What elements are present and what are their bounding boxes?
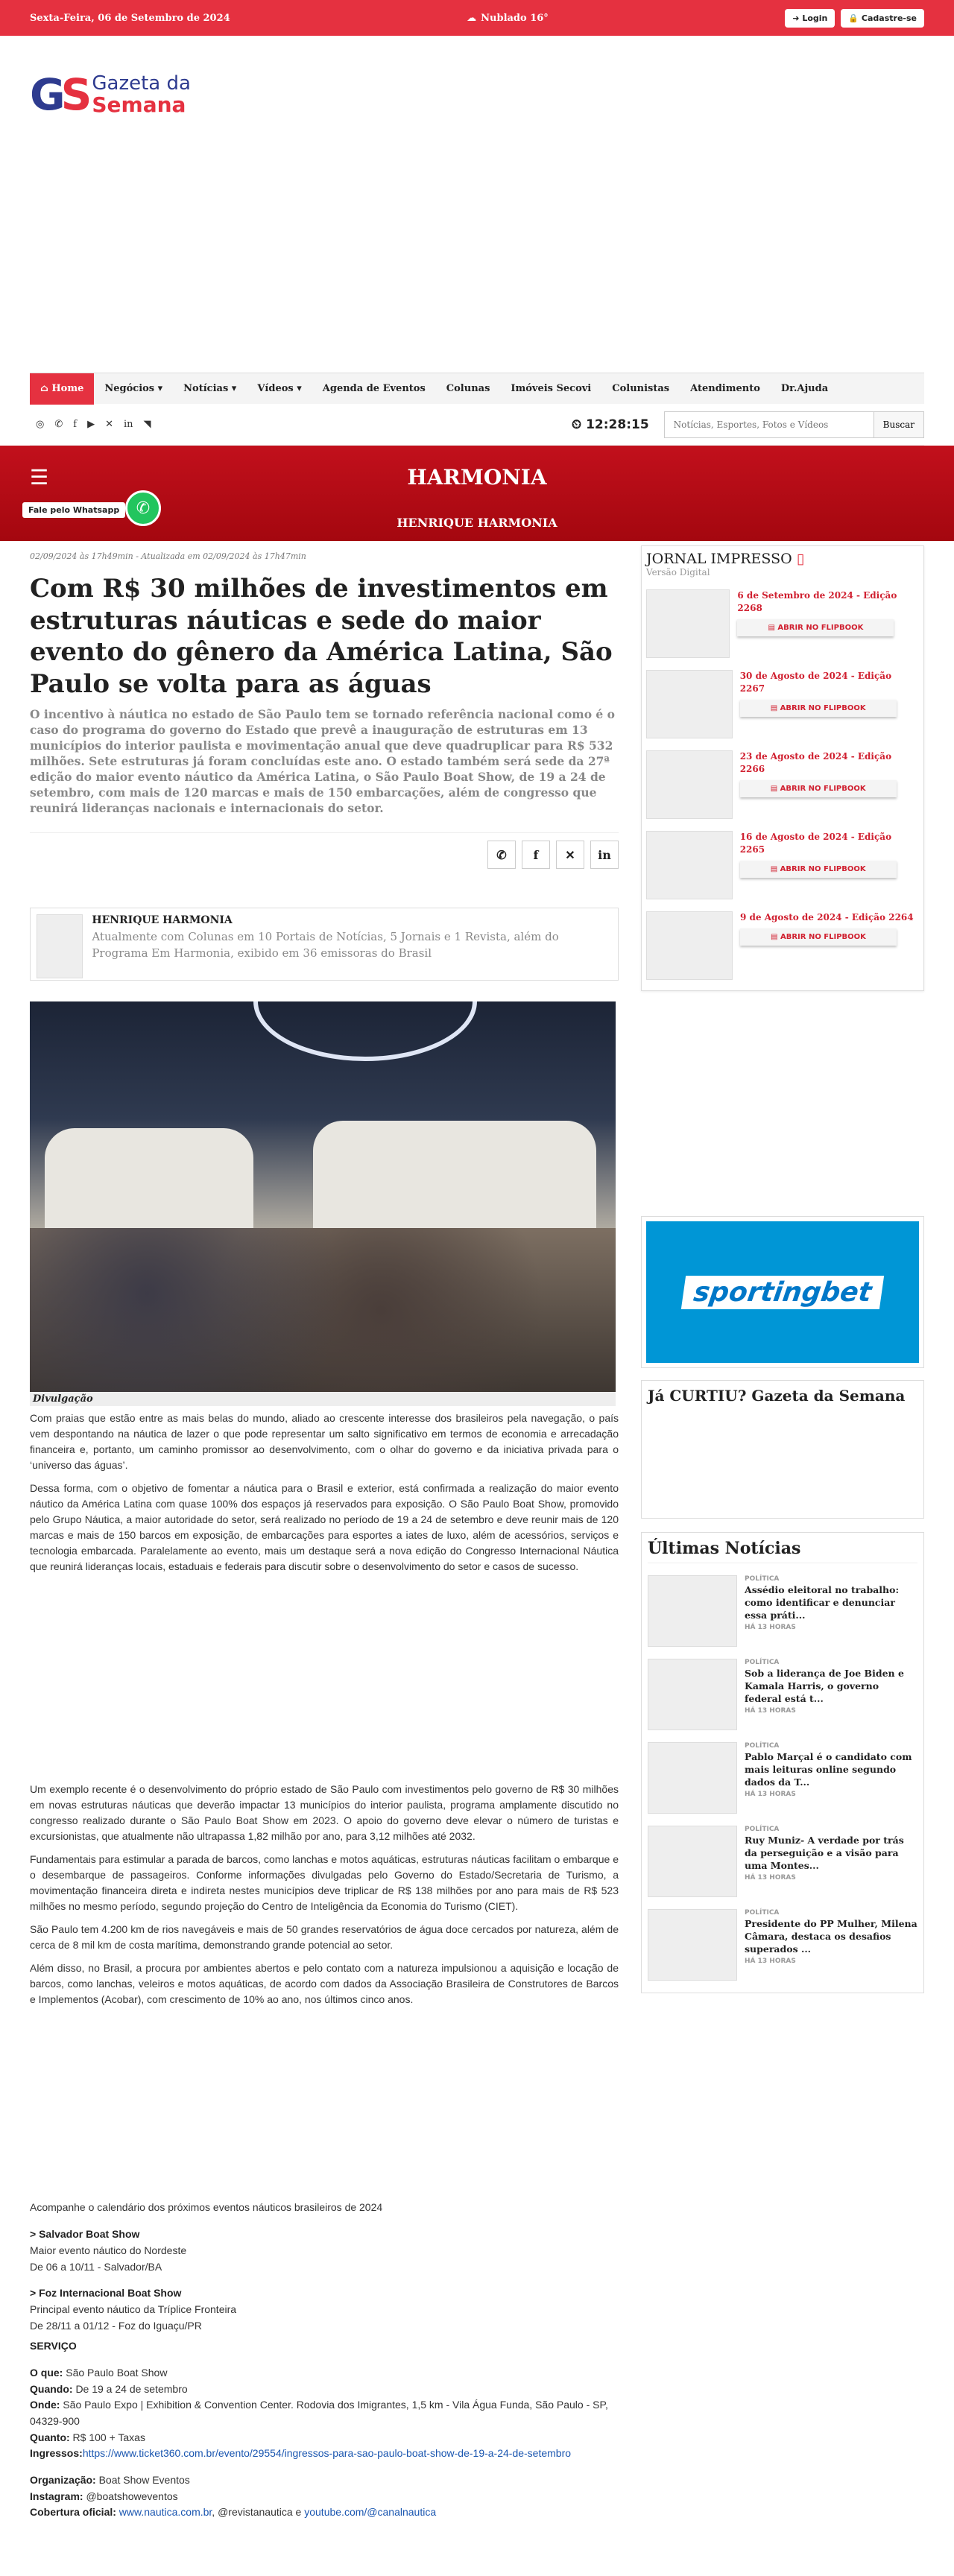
event-1-date: De 06 a 10/11 - Salvador/BA xyxy=(30,2260,162,2273)
paragraph-6: Além disso, no Brasil, a procura por ambientes abertos e pelo contato com a natureza impulsionou a aquisição e locação de barcos, como lanchas, veleiros e motos aquáticas, de acordo com dados da Associação Brasileira de Construtores de Barcos e Implementos (Acobar), com crescimento de 10% ao ano, nos últimos cinco anos. xyxy=(30,1962,619,2006)
share-whatsapp-icon[interactable]: ✆ xyxy=(487,841,516,869)
share-buttons xyxy=(30,832,619,869)
edition-title[interactable]: 9 de Agosto de 2024 - Edição 2264 xyxy=(740,912,914,923)
open-flipbook-button[interactable]: ▤ ABRIR NO FLIPBOOK xyxy=(740,780,897,797)
logo-mark: GS xyxy=(30,69,88,120)
cobertura-key: Cobertura oficial: xyxy=(30,2506,116,2519)
search-button[interactable]: Buscar xyxy=(874,411,924,438)
edition-title[interactable]: 16 de Agosto de 2024 - Edição 2265 xyxy=(739,832,892,855)
main-nav xyxy=(30,373,924,404)
nautica-link[interactable]: www.nautica.com.br xyxy=(119,2506,212,2519)
open-flipbook-label: ABRIR NO FLIPBOOK xyxy=(780,932,866,941)
edition-item xyxy=(646,831,919,899)
ingressos-key: Ingressos: xyxy=(30,2447,83,2460)
ad-brand-logo: sportingbet xyxy=(681,1276,884,1309)
facebook-widget xyxy=(641,1380,924,1519)
event-2-desc: Principal evento náutico da Tríplice Fronteira xyxy=(30,2303,237,2315)
open-flipbook-button[interactable]: ▤ ABRIR NO FLIPBOOK xyxy=(740,861,897,878)
column-title: HARMONIA xyxy=(407,465,547,490)
open-flipbook-label: ABRIR NO FLIPBOOK xyxy=(780,703,866,712)
open-flipbook-label: ABRIR NO FLIPBOOK xyxy=(777,623,864,632)
ingressos-link[interactable]: https://www.ticket360.com.br/evento/29554/ingressos-para-sao-paulo-boat-show-de-19-a-24-de-setembro xyxy=(82,2447,572,2460)
edition-title[interactable]: 6 de Setembro de 2024 - Edição 2268 xyxy=(737,590,897,613)
search-input[interactable] xyxy=(664,411,874,438)
news-thumb xyxy=(648,1909,737,1981)
social-links xyxy=(30,419,151,430)
nav-imoveis[interactable]: Imóveis Secovi xyxy=(511,383,592,394)
open-flipbook-label: ABRIR NO FLIPBOOK xyxy=(780,784,866,793)
weather-widget xyxy=(467,13,549,24)
youtube-link[interactable]: youtube.com/@canalnautica xyxy=(304,2506,437,2519)
open-flipbook-button[interactable]: ▤ ABRIR NO FLIPBOOK xyxy=(740,700,897,717)
nav-atendimento[interactable]: Atendimento xyxy=(690,383,760,394)
oque-key: O que: xyxy=(30,2366,63,2379)
photo-caption: Divulgação xyxy=(30,1392,616,1406)
article-body xyxy=(30,1411,619,2007)
article-meta: 02/09/2024 às 17h49min - Atualizada em 02/09/2024 às 17h47min xyxy=(30,551,306,561)
news-headline[interactable]: Ruy Muniz- A verdade por trás da perseguição e a visão para uma Montes... xyxy=(745,1835,904,1871)
article-photo xyxy=(30,1001,616,1392)
author-box xyxy=(30,908,619,981)
servico-heading: SERVIÇO xyxy=(30,2340,77,2352)
onde-key: Onde: xyxy=(30,2399,60,2411)
edition-cover[interactable] xyxy=(646,670,733,738)
nav-colunistas[interactable]: Colunistas xyxy=(612,383,670,394)
photo-boat-left xyxy=(45,1128,253,1240)
quanto-key: Quanto: xyxy=(30,2431,70,2443)
news-headline[interactable]: Pablo Marçal é o candidato com mais leituras online segundo dados da T... xyxy=(745,1751,912,1788)
org-value: Boat Show Eventos xyxy=(98,2474,190,2487)
sidebar-ad[interactable] xyxy=(641,1216,924,1368)
signup-button[interactable] xyxy=(841,9,924,28)
author-photo xyxy=(37,914,83,978)
phone-icon: ▯ xyxy=(796,551,805,567)
quanto-value: R$ 100 + Taxas xyxy=(72,2431,145,2443)
edition-cover[interactable] xyxy=(646,750,733,819)
event-1-desc: Maior evento náutico do Nordeste xyxy=(30,2244,187,2256)
news-headline[interactable]: Sob a liderança de Joe Biden e Kamala Harris, o governo federal está t... xyxy=(745,1668,904,1704)
news-item[interactable] xyxy=(648,1575,917,1647)
jornal-widget xyxy=(641,545,924,991)
article-lead: O incentivo à náutica no estado de São Paulo tem se tornado referência nacional como é o caso do programa do governo do Estado que prevê a inauguração de estruturas em 13 municípios do interior paulista e movimentação anual que deve quadruplicar para R$ 532 milhões. Sete estruturas já foram concluídas este ano. O estado também será sede da 27ª edição do maior evento náutico da América Latina, o São Paulo Boat Show, de 19 a 24 de setembro, com mais de 120 marcas e mais de 150 embarcações, além de congresso que reunirá lideranças nacionais e internacionais do setor. xyxy=(30,707,616,815)
whatsapp-button-icon[interactable]: ✆ xyxy=(125,490,161,526)
rss-icon[interactable]: ◥ xyxy=(143,419,151,430)
edition-cover[interactable] xyxy=(646,831,733,899)
curtiu-title: Já CURTIU? Gazeta da Semana xyxy=(648,1387,906,1405)
news-time: HÁ 13 HORAS xyxy=(745,1706,796,1715)
column-author: HENRIQUE HARMONIA xyxy=(397,516,557,530)
event-2-date: De 28/11 a 01/12 - Foz do Iguaçu/PR xyxy=(30,2319,202,2332)
oque-value: São Paulo Boat Show xyxy=(66,2366,168,2379)
linkedin-icon[interactable]: in xyxy=(123,419,133,430)
news-time: HÁ 13 HORAS xyxy=(745,1957,796,1965)
nav-negocios[interactable]: Negócios ▾ xyxy=(104,383,163,394)
org-key: Organização: xyxy=(30,2474,96,2487)
open-flipbook-button[interactable]: ▤ ABRIR NO FLIPBOOK xyxy=(737,619,894,636)
onde-value: São Paulo Expo | Exhibition & Convention Center. Rodovia dos Imigrantes, 1,5 km - Vila Água Funda, São Paulo - SP, 04329-900 xyxy=(30,2399,608,2428)
current-date: Sexta-Feira, 06 de Setembro de 2024 xyxy=(30,12,230,24)
paragraph-2: Dessa forma, com o objetivo de fomentar a náutica para o Brasil e exterior, está confirmada a realização do maior evento náutico da América Latina com quase 100% dos espaços já reservados para exposição. O São Paulo Boat Show, promovido pelo Grupo Náutica, a maior autoridade do setor, será realizado no período de 19 a 24 de setembro e deve reunir mais de 120 marcas e mais de 150 barcos em exposição, de embarcações para esportes a iates de luxo, além de acessórios, serviços e tecnologia embarcada. Paralelamente ao evento, mais um destaque será a nova edição do Congresso Internacional Náutica que reunirá lideranças locais, estaduais e federais para discutir sobre o desenvolvimento do setor e casos de sucesso. xyxy=(30,1482,619,1573)
paragraph-4: Fundamentais para estimular a parada de barcos, como lanchas e motos aquáticas, estruturas náuticas facilitam o embarque e o desembarque de passageiros. Conforme informações divulgadas pelo Governo do Estado/Secretaria de Turismo, a movimentação financeira direta e indireta nestes municípios deve triplicar de R$ 138 milhões por ano para mais de R$ 523 milhões no mesmo período, segundo projeção do Centro de Inteligência da Economia do Turismo (CIET). xyxy=(30,1853,619,1913)
clock-time: 12:28:15 xyxy=(586,417,649,432)
share-x-icon[interactable]: ✕ xyxy=(556,841,584,869)
news-thumb xyxy=(648,1742,737,1814)
nav-drajuda[interactable]: Dr.Ajuda xyxy=(780,383,829,394)
author-bio: Atualmente com Colunas em 10 Portais de Notícias, 5 Jornais e 1 Revista, além do Programa Em Harmonia, exibido em 36 emissoras do Brasil xyxy=(92,930,559,961)
nav-noticias[interactable]: Notícias ▾ xyxy=(183,383,237,394)
top-bar xyxy=(0,0,954,36)
lock-icon: 🔒 xyxy=(848,13,859,23)
quando-value: De 19 a 24 de setembro xyxy=(75,2382,188,2395)
paragraph-3: Um exemplo recente é o desenvolvimento do próprio estado de São Paulo com investimentos pelo governo de R$ 30 milhões em novas estruturas náuticas que deverão impactar 13 municípios do interior paulista, programa amplamente discutido no congresso realizado durante o São Paulo Boat Show em 2023. O apoio do governo deve elevar o número de turistas e excursionistas, que atualmente não ultrapassa 1,82 milhão por ano, para 3,12 milhões até 2032. xyxy=(30,1783,619,1843)
insta-value: @boatshoweventos xyxy=(86,2490,178,2502)
news-time: HÁ 13 HORAS xyxy=(745,1790,796,1798)
edition-cover[interactable] xyxy=(646,911,733,980)
share-linkedin-icon[interactable]: in xyxy=(590,841,619,869)
news-thumb xyxy=(648,1575,737,1647)
sidebar xyxy=(641,545,924,1993)
open-flipbook-button[interactable]: ▤ ABRIR NO FLIPBOOK xyxy=(740,928,897,946)
share-facebook-icon[interactable]: f xyxy=(522,841,550,869)
clock xyxy=(572,417,649,432)
login-icon: ➜ xyxy=(792,13,800,23)
facebook-icon[interactable]: f xyxy=(73,419,78,430)
whatsapp-icon[interactable]: ✆ xyxy=(54,419,63,430)
event-2-title: > Foz Internacional Boat Show xyxy=(30,2287,182,2300)
edition-item xyxy=(646,750,919,819)
news-category: POLÍTICA xyxy=(745,1826,780,1833)
x-icon[interactable]: ✕ xyxy=(105,419,113,430)
insta-key: Instagram: xyxy=(30,2490,83,2502)
home-icon: ⌂ xyxy=(40,383,52,394)
article-title: Com R$ 30 milhões de investimentos em estruturas náuticas e sede do maior evento do gênero da América Latina, São Paulo se volta para as águas xyxy=(30,574,613,699)
edition-cover[interactable] xyxy=(646,589,730,658)
news-category: POLÍTICA xyxy=(745,1742,780,1750)
nav-home-label: Home xyxy=(51,383,84,394)
signup-label: Cadastre-se xyxy=(861,13,917,23)
logo-line-2: Semana xyxy=(92,92,186,117)
logo-line-1: Gazeta da xyxy=(92,72,191,95)
edition-title[interactable]: 23 de Agosto de 2024 - Edição 2266 xyxy=(739,751,892,774)
photo-crowd xyxy=(30,1228,616,1392)
jornal-title: JORNAL IMPRESSO xyxy=(646,551,792,567)
news-category: POLÍTICA xyxy=(745,1575,780,1583)
nav-videos[interactable]: Vídeos ▾ xyxy=(257,383,302,394)
site-logo[interactable] xyxy=(30,69,924,120)
open-flipbook-label: ABRIR NO FLIPBOOK xyxy=(780,864,866,873)
calendar-intro: Acompanhe o calendário dos próximos eventos náuticos brasileiros de 2024 xyxy=(30,2201,383,2214)
nav-colunas[interactable]: Colunas xyxy=(446,383,490,394)
news-headline[interactable]: Presidente do PP Mulher, Milena Câmara, destaca os desafios superados ... xyxy=(745,1918,917,1955)
news-time: HÁ 13 HORAS xyxy=(745,1873,796,1882)
events-calendar xyxy=(30,2200,619,2521)
news-thumb xyxy=(648,1826,737,1897)
news-item[interactable] xyxy=(648,1742,917,1814)
weather-text: Nublado 16° xyxy=(481,12,549,24)
author-name[interactable]: HENRIQUE HARMONIA xyxy=(92,914,233,927)
cobertura-mid: , @revistanautica e xyxy=(212,2506,305,2519)
cloud-icon: ☁ xyxy=(467,12,477,24)
paragraph-5: São Paulo tem 4.200 km de rios navegáveis e mais de 50 grandes reservatórios de água doce cercados por natureza, além de cerca de 8 mil km de costa marítima, demonstrando grande potencial ao setor. xyxy=(30,1923,619,1952)
photo-dome xyxy=(253,1001,477,1061)
youtube-icon[interactable]: ▶ xyxy=(87,419,95,430)
event-1-title: > Salvador Boat Show xyxy=(30,2228,140,2241)
edition-item xyxy=(646,670,919,738)
news-thumb xyxy=(648,1659,737,1730)
news-time: HÁ 13 HORAS xyxy=(745,1623,796,1631)
news-item[interactable] xyxy=(648,1659,917,1730)
jornal-subtitle: Versão Digital xyxy=(646,567,710,577)
news-headline[interactable]: Assédio eleitoral no trabalho: como identificar e denunciar essa práti... xyxy=(745,1584,900,1621)
nav-home[interactable] xyxy=(30,373,94,405)
nav-agenda[interactable]: Agenda de Eventos xyxy=(322,383,426,394)
news-category: POLÍTICA xyxy=(745,1909,780,1917)
news-item[interactable] xyxy=(648,1909,917,1981)
article xyxy=(30,551,619,2521)
whatsapp-label[interactable]: Fale pelo Whatsapp xyxy=(22,502,125,518)
hamburger-menu-icon[interactable]: ☰ xyxy=(30,465,49,490)
edition-item xyxy=(646,589,919,658)
paragraph-1: Com praias que estão entre as mais belas do mundo, aliado ao crescente interesse dos brasileiros pela navegação, o país vem despontando na náutica de lazer o que pode representar um salto significativo em termos de economia e arrecadação financeira e, portanto, um caminho promissor ao desenvolvimento, com o olhar do governo e da iniciativa privada para o ‘universo das águas’. xyxy=(30,1412,619,1472)
login-label: Login xyxy=(802,13,828,23)
news-item[interactable] xyxy=(648,1826,917,1897)
latest-news-widget xyxy=(641,1532,924,1993)
instagram-icon[interactable]: ◎ xyxy=(36,419,45,430)
clock-icon: ⏲ xyxy=(571,417,582,432)
edition-title[interactable]: 30 de Agosto de 2024 - Edição 2267 xyxy=(739,671,892,694)
news-category: POLÍTICA xyxy=(745,1659,780,1666)
column-banner xyxy=(0,446,954,541)
latest-news-title: Últimas Notícias xyxy=(648,1539,917,1563)
edition-item xyxy=(646,911,919,980)
quando-key: Quando: xyxy=(30,2382,73,2395)
login-button[interactable] xyxy=(785,9,835,28)
